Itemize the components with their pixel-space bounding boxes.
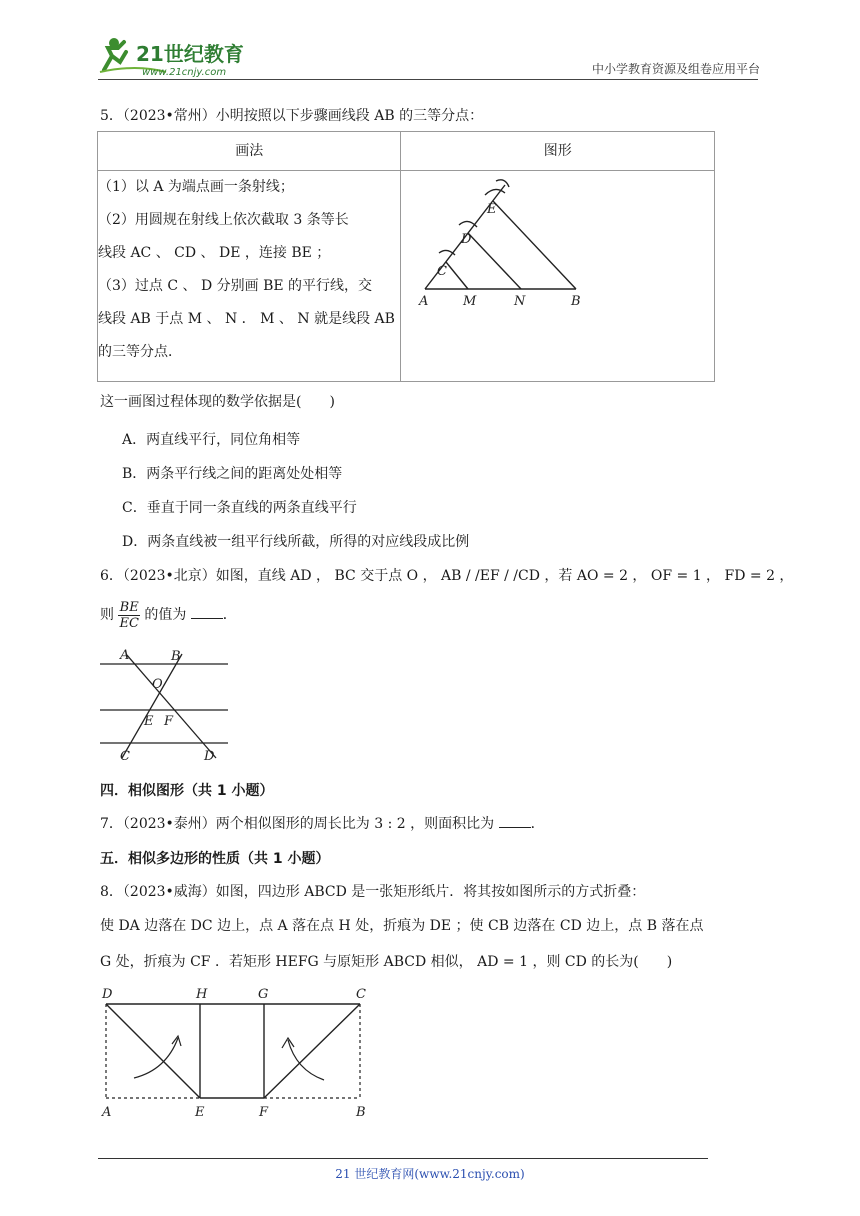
q5-label-m: M	[463, 294, 477, 309]
q6-parallel-lines-figure	[98, 646, 232, 764]
header-platform-text: 中小学教育资源及组卷应用平台	[591, 62, 760, 76]
q6-ask	[100, 598, 237, 632]
q8-label-g: G	[258, 987, 269, 1002]
q8-label-d: D	[102, 987, 113, 1002]
q6-stem: 6．（2023•北京）如图，直线 AD ， BC 交于点 O ， AB / /EF / /CD ，若 AO = 2 ， OF = 1 ， FD = 2 ，	[100, 568, 794, 584]
q7-end: ．	[530, 816, 545, 832]
q8-line2: 使 DA 边落在 DC 边上，点 A 落在点 H 处，折痕为 DE ；使 CB 边落在 CD 边上，点 B 落在点	[100, 918, 704, 934]
q8-label-f: F	[259, 1105, 269, 1120]
q8-label-a: A	[102, 1105, 112, 1120]
q5-step-line: 线段 AC 、 CD 、 DE ，连接 BE ；	[98, 245, 331, 261]
q6-suffix: 的值为	[144, 607, 187, 623]
q5-option-a: A．两直线平行，同位角相等	[122, 432, 301, 448]
header-divider	[98, 79, 758, 80]
logo-main-text: 21世纪教育	[136, 42, 244, 66]
q6-prefix: 则	[100, 607, 114, 623]
q5-question: 这一画图过程体现的数学依据是( )	[100, 394, 335, 410]
q5-label-c: C	[437, 264, 448, 279]
q5-steps-cell	[98, 171, 401, 382]
q5-step-line: （1）以 A 为端点画一条射线；	[98, 179, 294, 195]
q6-answer-blank	[191, 606, 223, 619]
q8-label-h: H	[196, 987, 208, 1002]
q6-label-b: B	[171, 649, 181, 664]
q5-label-n: N	[514, 294, 526, 309]
q6-label-d: D	[204, 749, 215, 764]
q8-label-e: E	[195, 1105, 205, 1120]
q8-line1: 8．（2023•威海）如图，四边形 ABCD 是一张矩形纸片．将其按如图所示的方式折叠：	[100, 884, 646, 900]
q6-end: ．	[222, 607, 237, 623]
footer-text: 21 世纪教育网(www.21cnjy.com)	[335, 1167, 525, 1181]
q6-label-e: E	[144, 714, 154, 729]
q5-label-e: E	[487, 202, 497, 217]
q6-label-o: O	[152, 677, 163, 692]
logo-runner-icon	[96, 34, 266, 78]
q5-method-table	[97, 131, 715, 382]
section-heading: 五．相似多边形的性质（共 1 小题）	[100, 851, 330, 867]
q8-label-b: B	[356, 1105, 366, 1120]
q7-stem	[100, 814, 545, 834]
q5-col-method-header: 画法	[98, 132, 401, 171]
q5-trisection-figure	[401, 171, 711, 377]
q5-option-c: C．垂直于同一条直线的两条直线平行	[122, 500, 357, 516]
q8-label-c: C	[356, 987, 366, 1002]
q5-step-line: 线段 AB 于点 M 、 N ． M 、 N 就是线段 AB	[98, 311, 395, 327]
q6-frac-num: BE	[119, 599, 139, 615]
q8-line3: G 处，折痕为 CF ．若矩形 HEFG 与原矩形 ABCD 相似， AD = 1 ，则 CD 的长为( )	[100, 954, 673, 970]
q5-col-figure-header: 图形	[401, 132, 715, 171]
q6-fraction	[118, 600, 139, 631]
section-heading: 四．相似图形（共 1 小题）	[100, 783, 274, 799]
footer-divider	[98, 1158, 708, 1159]
q5-label-d: D	[461, 232, 472, 247]
q5-stem: 5．（2023•常州）小明按照以下步骤画线段 AB 的三等分点：	[100, 108, 484, 124]
logo	[96, 34, 266, 78]
q5-option-b: B．两条平行线之间的距离处处相等	[122, 466, 343, 482]
q6-label-a: A	[120, 648, 130, 663]
q7-answer-blank	[499, 815, 531, 828]
q5-option-d: D．两条直线被一组平行线所截，所得的对应线段成比例	[122, 534, 470, 550]
q5-label-a: A	[419, 294, 429, 309]
q8-folding-figure	[96, 984, 376, 1124]
q5-step-line: （2）用圆规在射线上依次截取 3 条等长	[98, 212, 349, 228]
q6-label-c: C	[120, 749, 130, 764]
q5-step-line: 的三等分点．	[98, 344, 182, 360]
logo-sub-text: www.21cnjy.com	[142, 67, 227, 78]
q7-text: 7．（2023•泰州）两个相似图形的周长比为 3 : 2 ，则面积比为	[100, 816, 495, 832]
q5-label-b: B	[571, 294, 582, 309]
q5-step-line: （3）过点 C 、 D 分别画 BE 的平行线，交	[98, 278, 373, 294]
q6-label-f: F	[164, 714, 174, 729]
q6-frac-den: EC	[119, 615, 139, 631]
q5-figure-cell	[401, 171, 715, 382]
